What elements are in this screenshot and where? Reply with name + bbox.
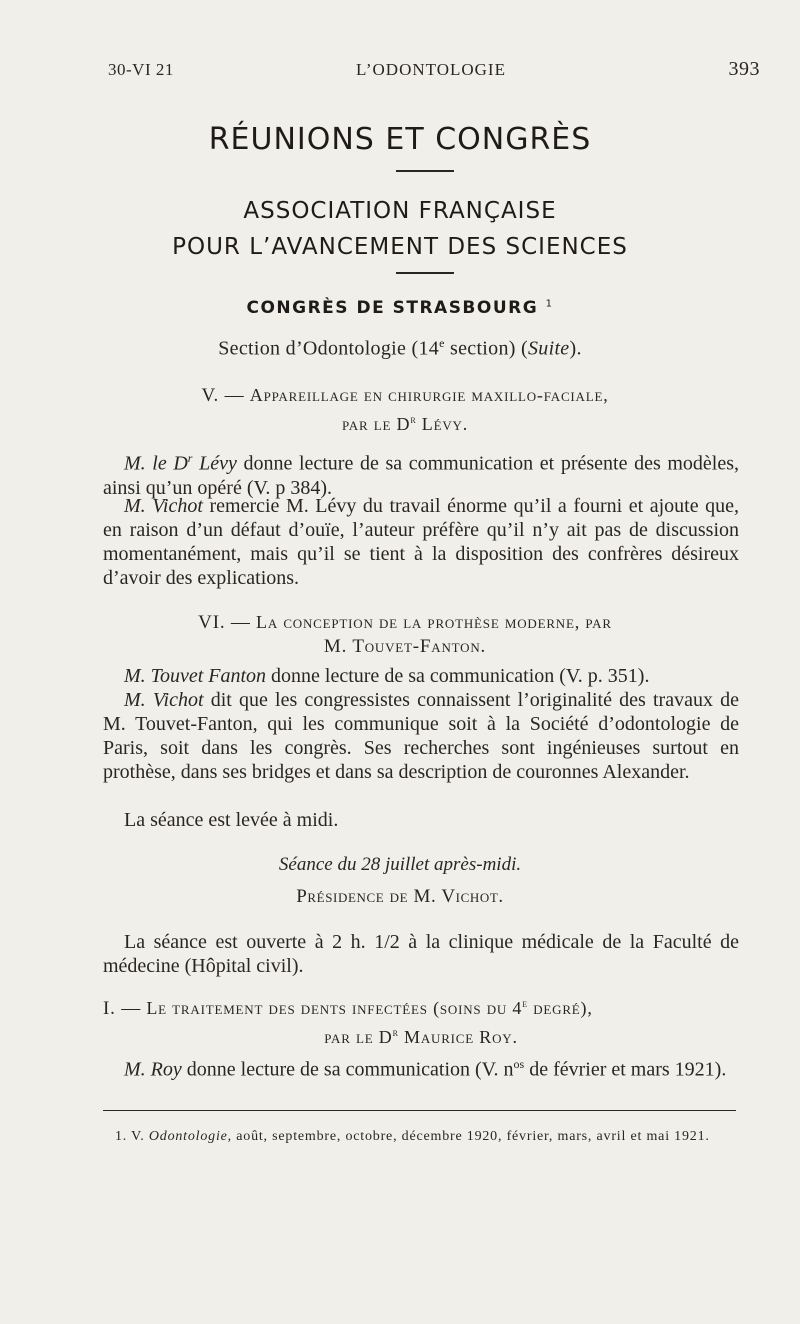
- presidency-heading: Présidence de M. Vichot.: [296, 886, 504, 907]
- item-vi-title: La conception de la prothèse moderne, par: [256, 612, 612, 632]
- paragraph-closing: La séance est levée à midi.: [124, 809, 339, 831]
- footnote: 1. V. Odontologie, août, septembre, octobre, décembre 1920, février, mars, avril et mai 1921.: [115, 1129, 710, 1144]
- item-i-number: I. —: [103, 998, 142, 1019]
- item-v-heading: [105, 383, 705, 436]
- title-rule: [396, 170, 454, 172]
- issue-date: 30-VI 21: [108, 60, 174, 79]
- paragraph-opening: La séance est ouverte à 2 h. 1/2 à la clinique médicale de la Faculté de médecine (Hôpital civil).: [103, 931, 739, 977]
- association-line-1: ASSOCIATION FRANÇAISE: [243, 198, 557, 224]
- item-v-title: Appareillage en chirurgie maxillo-faciale,: [249, 385, 609, 405]
- section-line: Section d’Odontologie (14e section) (Suite).: [218, 336, 582, 360]
- item-v-number: V. —: [201, 385, 245, 406]
- running-head: [105, 58, 760, 86]
- item-vi-number: VI. —: [198, 612, 251, 633]
- journal-title: L’ODONTOLOGIE: [356, 60, 506, 79]
- congress-heading: [0, 298, 800, 318]
- association-rule: [396, 272, 454, 274]
- item-vi-heading: [105, 610, 705, 659]
- page-title: RÉUNIONS ET CONGRÈS: [208, 122, 592, 157]
- item-i-author: par le $D^r$ Maurice Roy.: [324, 1027, 518, 1047]
- footnote-mark: 1: [545, 298, 554, 310]
- paragraph-touvet: M. Touvet Fanton donne lecture de sa communication (V. p. 351).: [124, 665, 650, 687]
- paragraph-vichot-2: M. Vichot dit que les congressistes connaissent l’originalité des travaux de M. Touvet-Fanton, qui les communique soit à la Société d’odontologie de Paris, soit dans les congrès. Ses recherches sont ingénieuses surtout en prothèse, dans ses bridges et dans sa description de couronnes Alexander.: [103, 689, 739, 783]
- paragraph-vichot-1: M. Vichot remercie M. Lévy du travail énorme qu’il a fourni et ajoute que, en raison d’un défaut d’ouïe, l’auteur préfère qu’il n’y ait pas de discussion momentanément, mais qu’il se tient à la disposition des confrères désireux d’avoir des explications.: [103, 495, 740, 589]
- footnote-rule: [103, 1110, 736, 1111]
- paragraph-levy: M. le $D^r$ Lévy donne lecture de sa communication et présente des modèles, ainsi qu’un opéré (V. p 384).: [103, 451, 739, 499]
- session-heading: Séance du 28 juillet après-midi.: [278, 854, 522, 875]
- congress-name: CONGRÈS DE STRASBOURG: [246, 298, 539, 318]
- item-vi-author: M. Touvet-Fanton.: [323, 636, 487, 657]
- association-line-2: POUR L’AVANCEMENT DES SCIENCES: [172, 234, 628, 260]
- page-number: 393: [728, 58, 760, 80]
- item-i-heading: [103, 992, 739, 1049]
- item-i-title: Le traitement des dents infectées (soins du 4e degré),: [146, 998, 593, 1018]
- item-v-author: par le $D^r$ Lévy.: [341, 414, 469, 434]
- paragraph-roy: M. Roy donne lecture de sa communication (V. $n^{os}$ de février et mars 1921).: [124, 1057, 727, 1081]
